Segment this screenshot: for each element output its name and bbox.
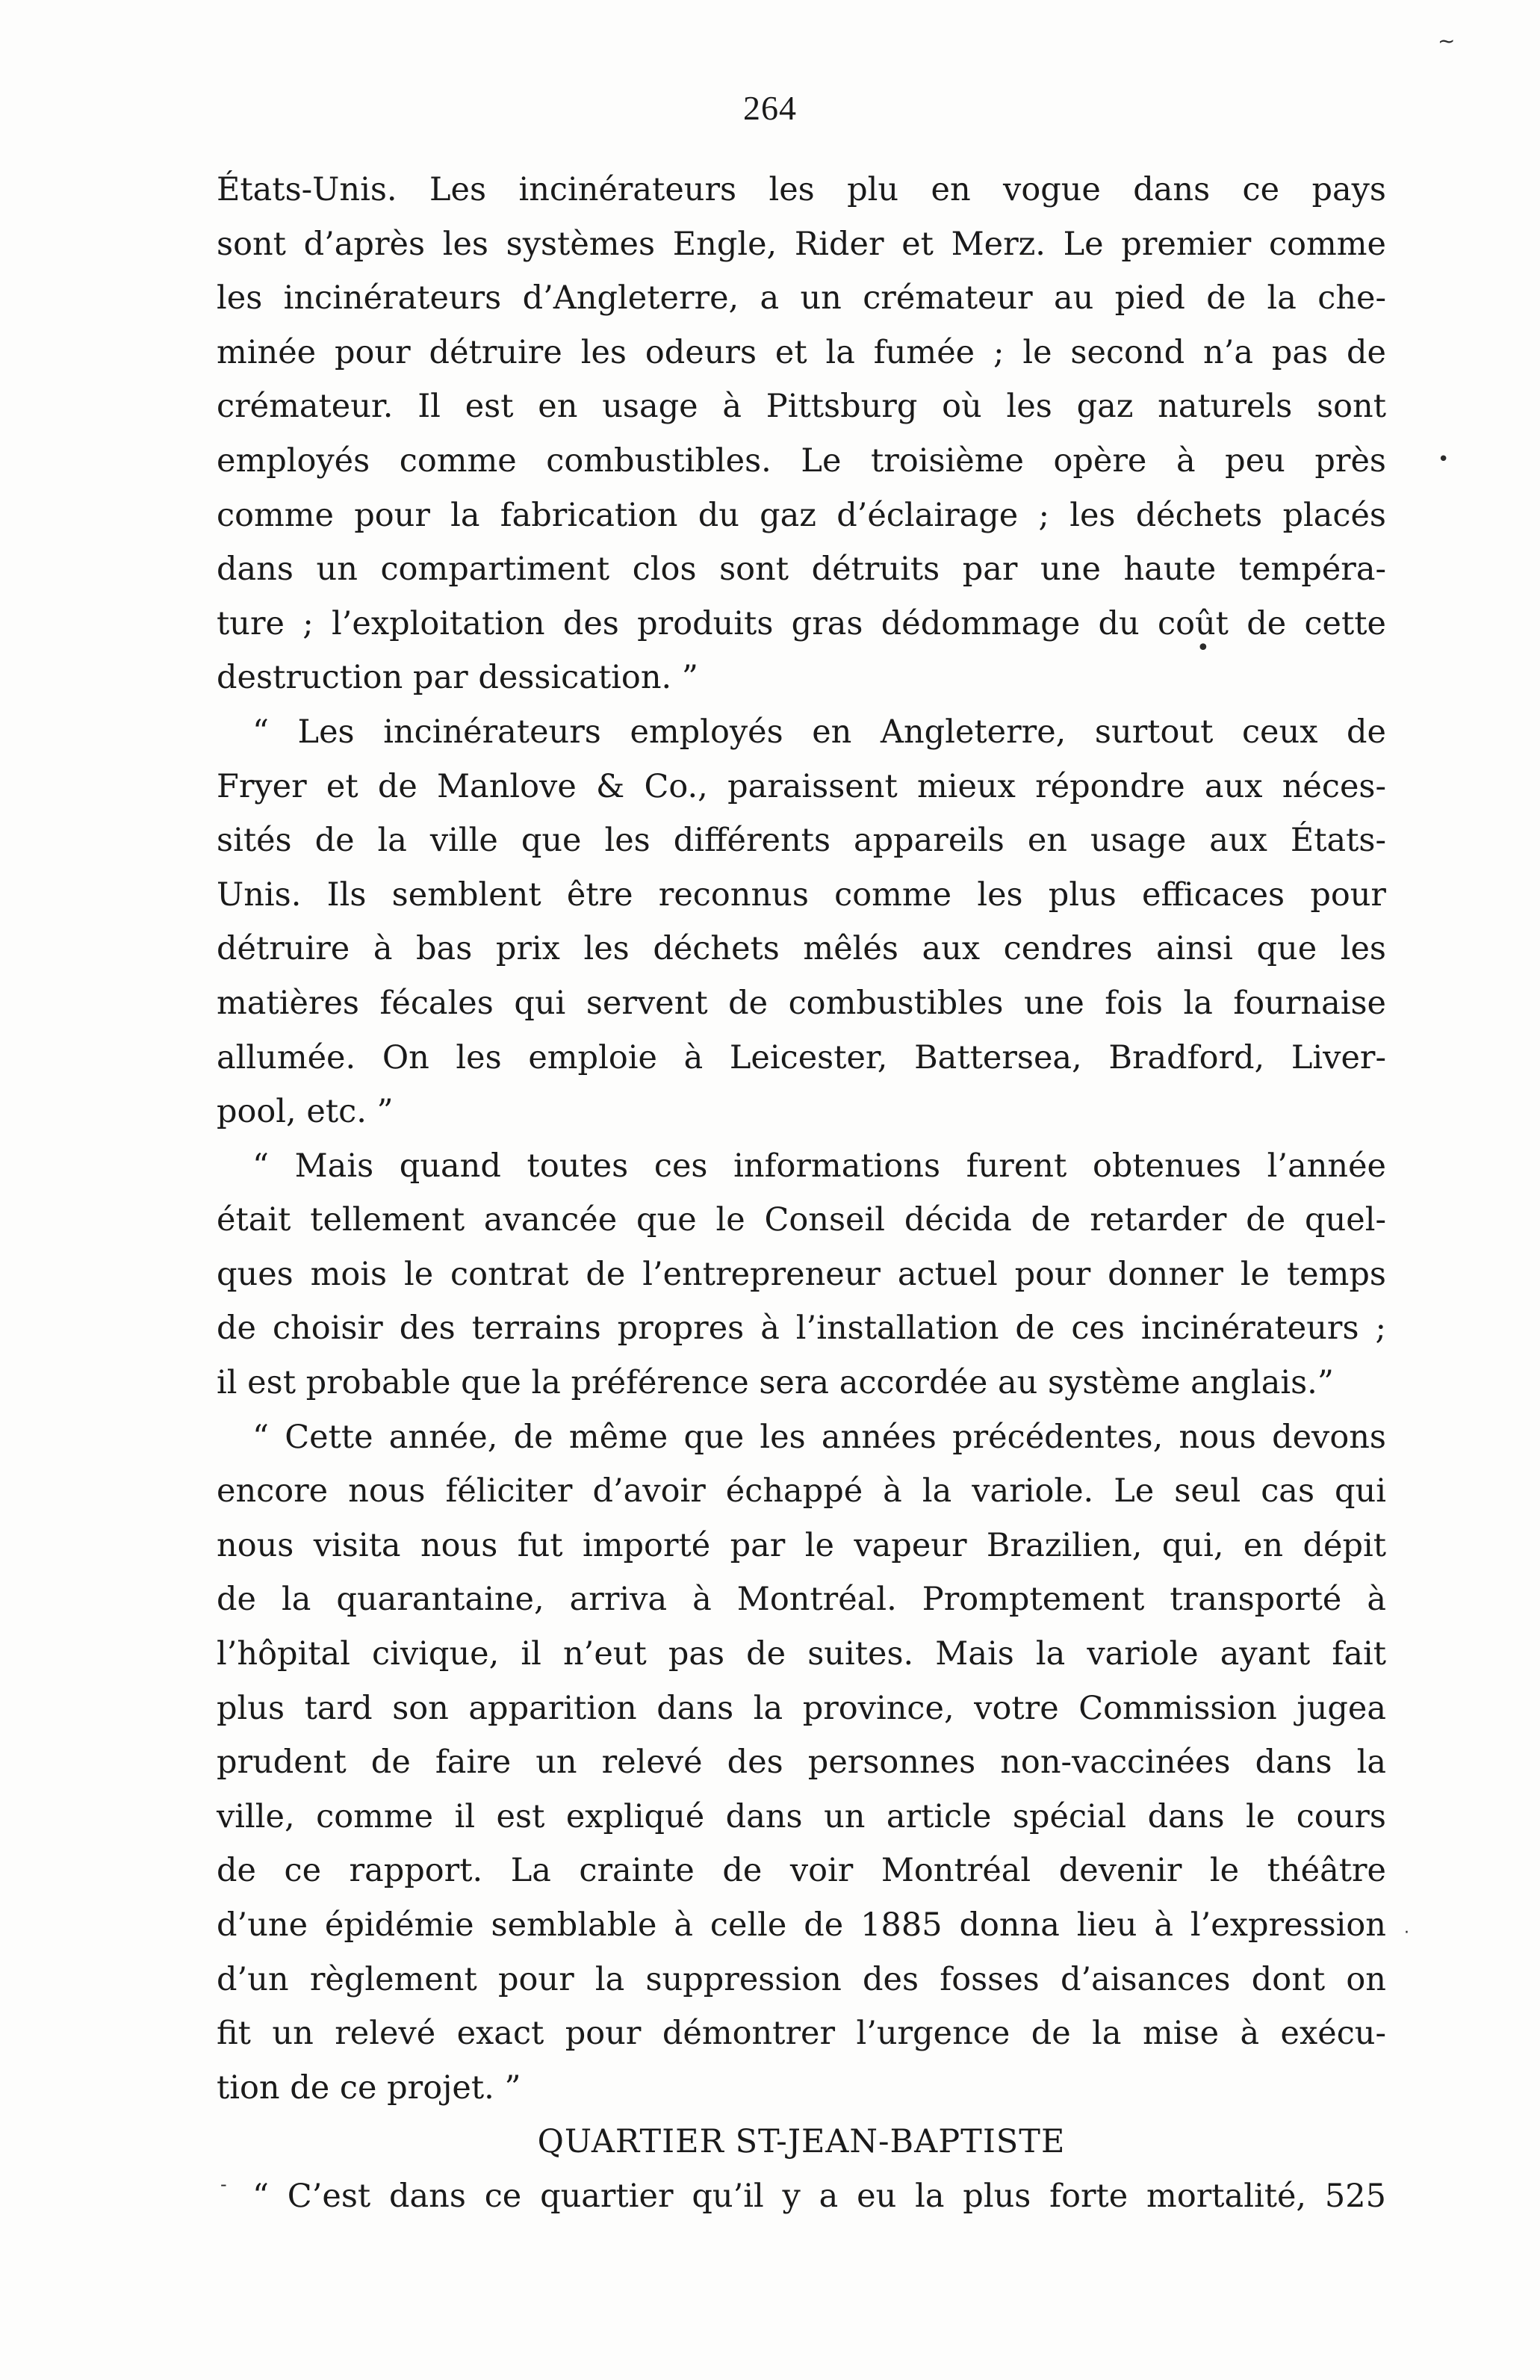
scan-mark-bottom-dash: - bbox=[220, 2174, 227, 2195]
text-line: sont d’après les systèmes Engle, Rider et Merz. Le premier comme bbox=[217, 225, 1386, 263]
text-line: les incinérateurs d’Angleterre, a un crémateur au pied de la che- bbox=[217, 279, 1386, 317]
text-line: l’hôpital civique, il n’eut pas de suites. Mais la variole ayant fait bbox=[217, 1635, 1386, 1673]
text-line: encore nous féliciter d’avoir échappé à la variole. Le seul cas qui bbox=[217, 1472, 1386, 1510]
text-line: employés comme combustibles. Le troisième opère à peu près bbox=[217, 441, 1386, 480]
section-heading: QUARTIER ST-JEAN-BAPTISTE bbox=[537, 2123, 1066, 2161]
text-line: de ce rapport. La crainte de voir Montréal devenir le théâtre bbox=[217, 1852, 1386, 1890]
text-line: ture ; l’exploitation des produits gras dédommage du coût de cette bbox=[217, 604, 1386, 642]
text-line: crémateur. Il est en usage à Pittsburg où les gaz naturels sont bbox=[217, 388, 1386, 426]
text-line: il est probable que la préférence sera accordée au système anglais.” bbox=[217, 1364, 1334, 1402]
text-line: d’un règlement pour la suppression des fosses d’aisances dont on bbox=[217, 1960, 1386, 1998]
text-line: “ Mais quand toutes ces informations furent obtenues l’année bbox=[252, 1147, 1386, 1185]
text-line: nous visita nous fut importé par le vapeur Brazilien, qui, en dépit bbox=[217, 1526, 1386, 1564]
text-line: comme pour la fabrication du gaz d’éclairage ; les déchets placés bbox=[217, 496, 1386, 534]
text-line: tion de ce projet. ” bbox=[217, 2068, 521, 2107]
text-line: destruction par dessication. ” bbox=[217, 659, 698, 697]
text-line: fit un relevé exact pour démontrer l’urgence de la mise à exécu- bbox=[217, 2015, 1386, 2053]
text-line: d’une épidémie semblable à celle de 1885 donna lieu à l’expression bbox=[217, 1906, 1386, 1944]
text-line: “ Cette année, de même que les années précédentes, nous devons bbox=[252, 1418, 1386, 1456]
text-line: pool, etc. ” bbox=[217, 1093, 394, 1131]
text-line: ques mois le contrat de l’entrepreneur actuel pour donner le temps bbox=[217, 1255, 1386, 1293]
scan-mark-top: ~ bbox=[1438, 28, 1456, 53]
text-line: États-Unis. Les incinérateurs les plu en vogue dans ce pays bbox=[217, 171, 1386, 208]
text-line: était tellement avancée que le Conseil décida de retarder de quel- bbox=[217, 1201, 1386, 1239]
scan-mark-lower-dot: · bbox=[1404, 1924, 1409, 1942]
scan-mark-right-dot: • bbox=[1438, 448, 1450, 471]
body-text bbox=[217, 163, 1386, 2224]
text-line: allumée. On les emploie à Leicester, Battersea, Bradford, Liver- bbox=[217, 1038, 1386, 1076]
text-line: prudent de faire un relevé des personnes non-vaccinées dans la bbox=[217, 1744, 1386, 1782]
text-line: ville, comme il est expliqué dans un article spécial dans le cours bbox=[217, 1797, 1386, 1835]
text-line: dans un compartiment clos sont détruits par une haute tempéra- bbox=[217, 551, 1386, 589]
text-line: détruire à bas prix les déchets mêlés aux cendres ainsi que les bbox=[217, 930, 1386, 968]
text-line: Unis. Ils semblent être reconnus comme les plus efficaces pour bbox=[217, 876, 1386, 914]
text-line: “ Les incinérateurs employés en Angleterre, surtout ceux de bbox=[252, 713, 1386, 751]
text-line: de la quarantaine, arriva à Montréal. Promptement transporté à bbox=[217, 1581, 1386, 1619]
text-line: plus tard son apparition dans la province, votre Commission jugea bbox=[217, 1689, 1386, 1727]
text-line: Fryer et de Manlove & Co., paraissent mieux répondre aux néces- bbox=[217, 767, 1386, 805]
scan-mark-mid-dot: • bbox=[1196, 635, 1210, 661]
text-line: “ C’est dans ce quartier qu’il y a eu la plus forte mortalité, 525 bbox=[252, 2177, 1386, 2215]
text-line: minée pour détruire les odeurs et la fumée ; le second n’a pas de bbox=[217, 333, 1386, 371]
page-number: 264 bbox=[743, 89, 797, 127]
text-line: de choisir des terrains propres à l’installation de ces incinérateurs ; bbox=[217, 1310, 1386, 1348]
text-line: sités de la ville que les différents appareils en usage aux États- bbox=[217, 822, 1386, 860]
text-line: matières fécales qui servent de combustibles une fois la fournaise bbox=[217, 984, 1386, 1022]
